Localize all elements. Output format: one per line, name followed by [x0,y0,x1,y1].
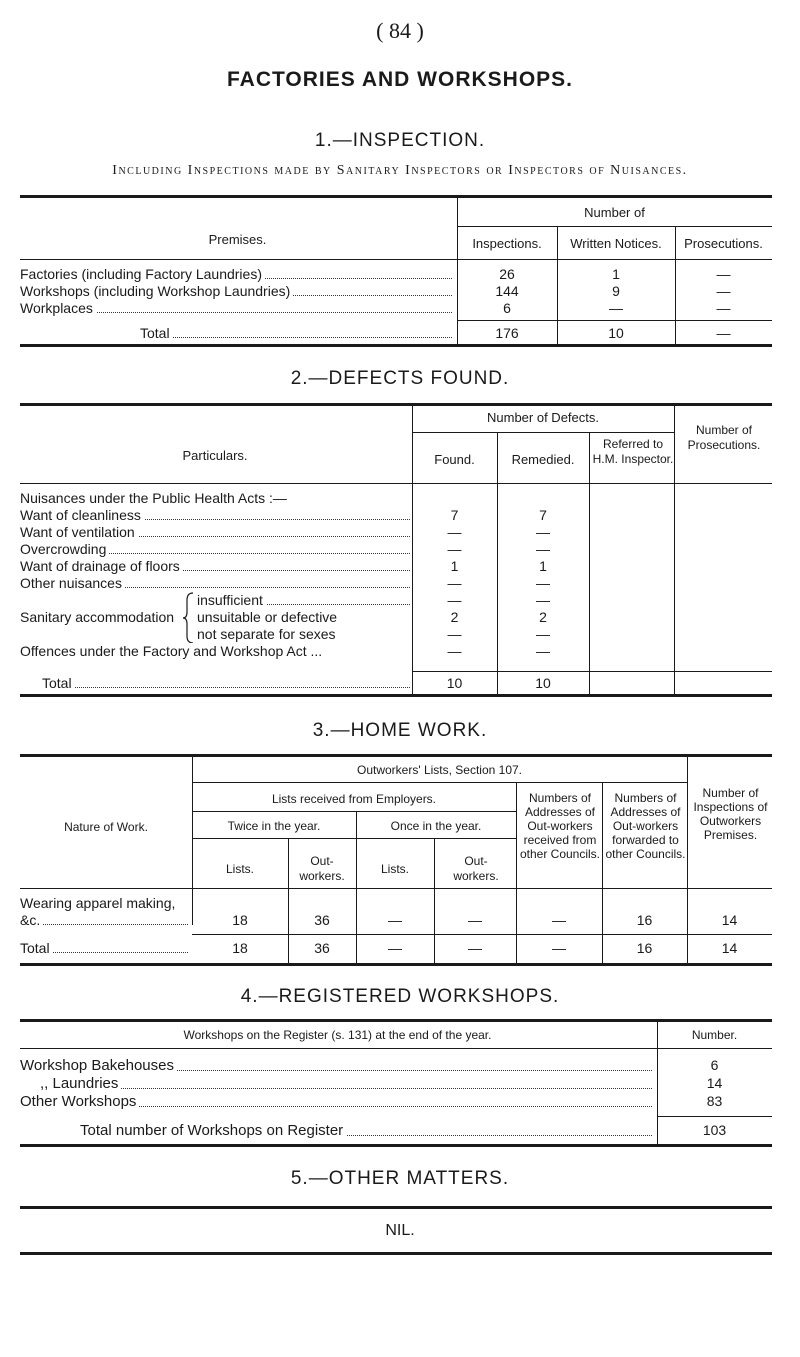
workshop-row-laundries: ,, Laundries [40,1075,652,1092]
nuisances-intro: Nuisances under the Public Health Acts :— [20,490,287,506]
head-outworkers-lists: Outworkers' Lists, Section 107. [356,763,523,777]
defect-row-unsuitable: unsuitable or defective [197,609,410,625]
section5-rule-bottom [20,1252,772,1255]
section2-title: 2.—DEFECTS FOUND. [290,368,510,389]
head-particulars: Particulars. [182,448,248,463]
defect-row-other: Other nuisances [20,575,410,591]
head-number-of-prosecutions: Number of Prosecutions. [687,423,761,452]
inspection-row-workshops: Workshops (including Workshop Laundries) [20,283,452,299]
defect-row-not-separate: not separate for sexes [197,626,410,642]
section1-title: 1.—INSPECTION. [314,130,486,151]
section1-subtitle: Including Inspections made by Sanitary Inspectors or Inspectors of Nuisances. [112,163,688,178]
defect-row-drainage: Want of drainage of floors [20,558,410,574]
head-twice-lists: Lists. [225,862,254,876]
defect-row-offences: Offences under the Factory and Workshop Act ... [20,643,410,659]
head-inspections: Inspections. [472,236,542,251]
head-premises: Premises. [208,232,267,247]
inspection-row-workplaces: Workplaces [20,300,452,316]
inspection-row-total: Total [140,325,452,341]
head-written-notices: Written Notices. [570,236,662,251]
workshop-row-total: Total number of Workshops on Register [80,1122,652,1139]
head-prosecutions: Prosecutions. [684,236,763,251]
head-workshops-register: Workshops on the Register (s. 131) at the end of the year. [183,1028,492,1042]
homework-row-label1: Wearing apparel making, [20,895,176,911]
head-number-of-defects: Number of Defects. [487,410,599,425]
defect-row-ventilation: Want of ventilation [20,524,410,540]
head-found: Found. [434,452,475,467]
head-once: Once in the year. [390,819,482,833]
workshop-row-bakehouses: Workshop Bakehouses [20,1057,652,1074]
head-referred: Referred to H.M. Inspector. [592,437,674,466]
defect-row-cleanliness: Want of cleanliness [20,507,410,523]
brace [183,592,195,644]
section4-title: 4.—REGISTERED WORKSHOPS. [240,986,560,1007]
head-remedied: Remedied. [511,452,575,467]
head-number: Number. [691,1028,738,1042]
section5-body: NIL. [385,1222,415,1239]
head-number-of: Number of [584,205,645,220]
head-forwarded: Numbers of Addresses of Out-workers forwarded to other Councils. [605,791,686,861]
defect-row-overcrowding: Overcrowding [20,541,410,557]
head-inspections-outworkers: Number of Inspections of Outworkers Premises. [693,786,768,842]
head-once-outworkers: Out-workers. [453,854,499,883]
defect-row-total: Total [42,675,410,691]
workshop-row-other: Other Workshops [20,1093,652,1110]
defect-row-insufficient: insufficient [197,592,410,608]
homework-row-total: Total [20,940,188,956]
head-nature: Nature of Work. [64,820,148,834]
head-twice: Twice in the year. [227,819,321,833]
head-once-lists: Lists. [380,862,409,876]
page-number: ( 84 ) [376,18,424,43]
main-title: FACTORIES AND WORKSHOPS. [226,68,574,91]
section5-title: 5.—OTHER MATTERS. [290,1168,510,1189]
sanitary-label: Sanitary accommodation [20,609,175,625]
homework-row-label2: &c. [20,912,188,928]
inspection-row-factories: Factories (including Factory Laundries) [20,266,452,282]
head-lists-received: Lists received from Employers. [271,792,437,806]
head-received: Numbers of Addresses of Out-workers received from other Councils. [519,791,601,861]
section3-title: 3.—HOME WORK. [312,720,488,741]
head-twice-outworkers: Out-workers. [299,854,345,883]
section5-rule-top [20,1206,772,1209]
